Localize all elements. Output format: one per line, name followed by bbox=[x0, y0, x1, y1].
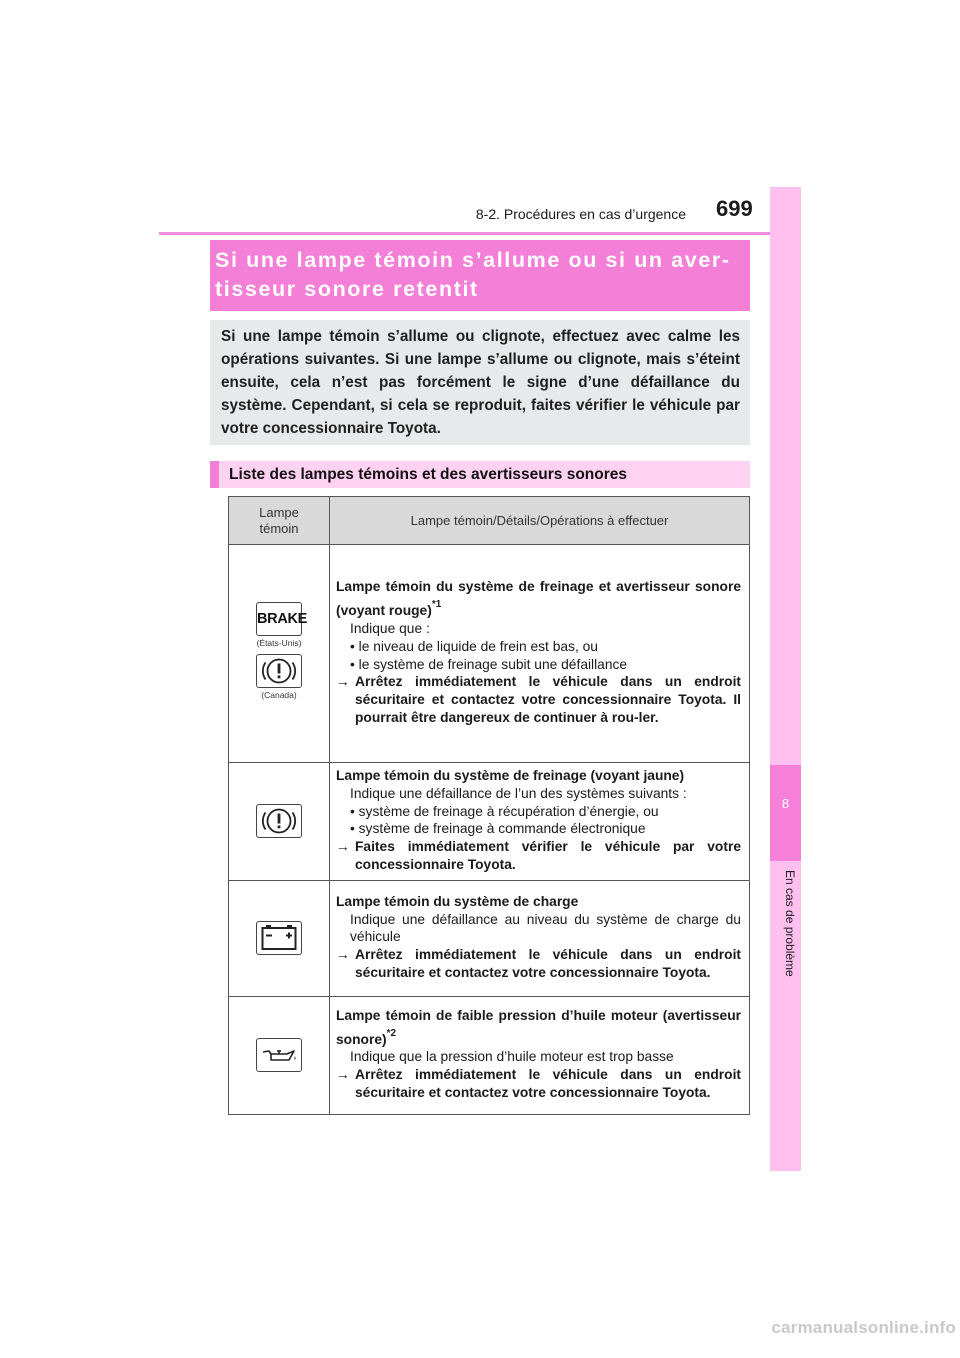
footnote-marker: *2 bbox=[386, 1027, 397, 1039]
section-title: Si une lampe témoin s’allume ou si un aver- tisseur sonore retentit bbox=[215, 248, 731, 301]
icon-cell bbox=[229, 763, 330, 881]
section-header: 8-2. Procédures en cas d’urgence bbox=[475, 206, 686, 222]
brake-system-warning-icon bbox=[256, 804, 302, 838]
warning-action: → Arrêtez immédiatement le véhicule dans un endroit sécuritaire et contactez votre concessionnaire Toyota. bbox=[336, 947, 741, 980]
table-header-row bbox=[229, 497, 750, 545]
table-row bbox=[229, 545, 750, 763]
warning-action: → Faites immédiatement vérifier le véhicule par votre concessionnaire Toyota. bbox=[336, 839, 741, 872]
table-row bbox=[229, 996, 750, 1114]
oil-pressure-icon bbox=[256, 1038, 302, 1072]
warning-title: Lampe témoin de faible pression d’huile moteur (avertisseur sonore)$^{*2}$ bbox=[336, 1007, 741, 1047]
page-number: 699 bbox=[716, 196, 753, 221]
arrow-icon: → bbox=[336, 674, 350, 690]
side-chapter-tab bbox=[770, 187, 801, 1171]
chapter-label: En cas de problème bbox=[783, 870, 797, 977]
chapter-number: 8 bbox=[781, 796, 790, 811]
description-cell bbox=[330, 996, 750, 1114]
icon-cell bbox=[229, 880, 330, 996]
arrow-icon: → bbox=[336, 947, 350, 963]
footnote-marker: *1 bbox=[431, 599, 442, 611]
warning-bullet: • système de freinage à récupération d’énergie, ou bbox=[350, 803, 659, 819]
arrow-icon: → bbox=[336, 839, 350, 855]
intro-box bbox=[210, 320, 750, 445]
icon-caption-canada: (Canada) bbox=[261, 689, 297, 700]
brake-warning-icon: BRAKE bbox=[256, 602, 302, 636]
warning-detail: Indique une défaillance de l’un des systèmes suivants : bbox=[350, 785, 687, 801]
table-row bbox=[229, 880, 750, 996]
warning-action: → Arrêtez immédiatement le véhicule dans un endroit sécuritaire et contactez votre concessionnaire Toyota. Il pourrait être dangereux de continuer à rou-ler. bbox=[336, 674, 741, 725]
warning-bullet: • le système de freinage subit une défaillance bbox=[350, 656, 628, 672]
description-cell bbox=[330, 545, 750, 763]
icon-cell bbox=[229, 996, 330, 1114]
warning-detail: Indique que la pression d’huile moteur est trop basse bbox=[350, 1049, 674, 1065]
description-cell bbox=[330, 880, 750, 996]
table-row bbox=[229, 763, 750, 881]
icon-caption-us: (États-Unis) bbox=[256, 637, 302, 648]
warning-title: Lampe témoin du système de freinage (voyant jaune) bbox=[336, 768, 685, 783]
brake-warning-circle-icon bbox=[256, 654, 302, 688]
warning-detail: Indique que : bbox=[350, 620, 430, 636]
description-cell bbox=[330, 763, 750, 881]
section-title-box bbox=[210, 240, 750, 311]
intro-text: Si une lampe témoin s’allume ou clignote, effectuez avec calme les opérations suivantes. Si une lampe s’allume ou clignote, mais s’éteint ensuite, cela n’est pas forcément le signe d’une défaillance du système. Cependant, si cela se reproduit, faites vérifier le véhicule par votre concessionnaire Toyota. bbox=[221, 328, 740, 437]
warning-title: Lampe témoin du système de freinage et avertisseur sonore (voyant rouge)$^{*1}$ bbox=[336, 579, 741, 619]
icon-cell bbox=[229, 545, 330, 763]
subheading: Liste des lampes témoins et des avertisseurs sonores bbox=[210, 461, 750, 488]
column-header-lamp: Lampe témoin bbox=[229, 497, 330, 545]
watermark: carmanualsonline.info bbox=[771, 1318, 956, 1337]
arrow-icon: → bbox=[336, 1067, 350, 1083]
warning-bullet: • le niveau de liquide de frein est bas, ou bbox=[350, 638, 598, 654]
column-header-details: Lampe témoin/Détails/Opérations à effectuer bbox=[330, 497, 750, 545]
header-rule bbox=[159, 232, 800, 235]
warning-title: Lampe témoin du système de charge bbox=[336, 893, 579, 909]
warning-bullet: • système de freinage à commande électronique bbox=[350, 821, 646, 837]
battery-icon bbox=[256, 921, 302, 955]
warning-detail: Indique une défaillance au niveau du système de charge du véhicule bbox=[350, 911, 741, 945]
warning-action: → Arrêtez immédiatement le véhicule dans un endroit sécuritaire et contactez votre concessionnaire Toyota. bbox=[336, 1067, 741, 1100]
warning-lights-table bbox=[228, 496, 750, 1115]
side-chapter-tab-active bbox=[770, 765, 801, 861]
